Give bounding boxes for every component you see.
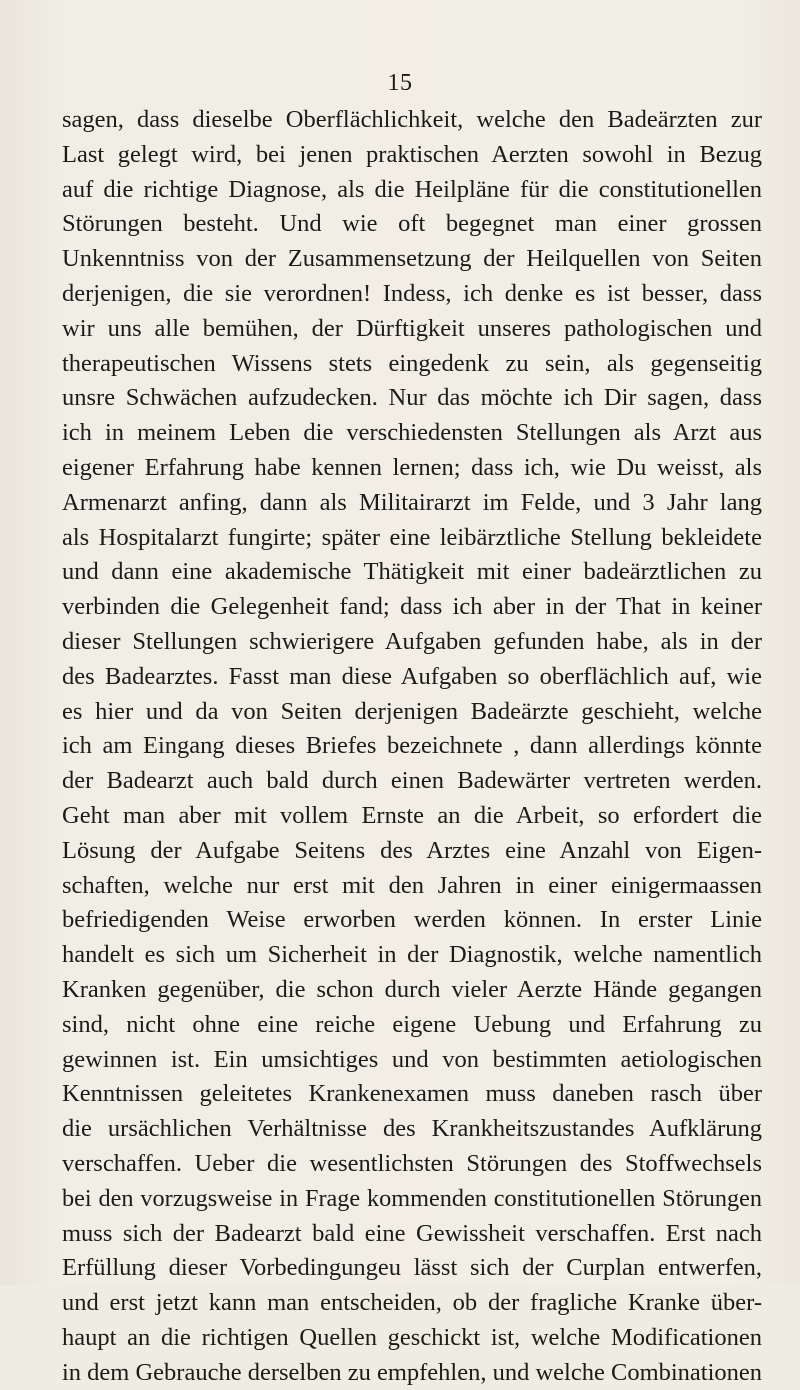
body-text [62,103,762,1390]
text-line: auf die richtige Diagnose, als die Heilpläne für die constitutionellen [62,175,762,203]
text-line: Erfüllung dieser Vorbedingungeu lässt sich der Curplan entwerfen, [62,1254,762,1282]
text-line: und dann eine akademische Thätigkeit mit einer badeärztlichen zu [62,558,762,586]
text-line: des Badearztes. Fasst man diese Aufgaben so oberflächlich auf, wie [62,662,762,690]
text-line: haupt an die richtigen Quellen geschickt ist, welche Modificationen [62,1323,762,1351]
text-line: Unkenntniss von der Zusammensetzung der Heilquellen von Seiten [62,245,762,273]
text-line: Störungen besteht. Und wie oft begegnet man einer grossen [62,210,762,238]
text-line: schaften, welche nur erst mit den Jahren in einer einigermaassen [62,871,762,899]
text-line: Lösung der Aufgabe Seitens des Arztes eine Anzahl von Eigen- [62,836,762,864]
text-line: therapeutischen Wissens stets eingedenk zu sein, als gegenseitig [62,349,762,377]
text-line: unsre Schwächen aufzudecken. Nur das möchte ich Dir sagen, dass [62,384,762,412]
text-line: eigener Erfahrung habe kennen lernen; dass ich, wie Du weisst, als [62,453,762,481]
text-line: derjenigen, die sie verordnen! Indess, ich denke es ist besser, dass [62,279,762,307]
text-line: ich am Eingang dieses Briefes bezeichnete , dann allerdings könnte [62,732,762,760]
text-line: Geht man aber mit vollem Ernste an die Arbeit, so erfordert die [62,801,762,829]
text-line: der Badearzt auch bald durch einen Badewärter vertreten werden. [62,767,762,795]
text-line: als Hospitalarzt fungirte; später eine leibärztliche Stellung bekleidete [62,523,762,551]
text-line: verbinden die Gelegenheit fand; dass ich aber in der That in keiner [62,593,762,621]
text-line: bei den vorzugsweise in Frage kommenden constitutionellen Störungen [62,1184,762,1212]
text-line: die ursächlichen Verhältnisse des Krankheitszustandes Aufklärung [62,1115,762,1143]
text-line: und erst jetzt kann man entscheiden, ob der fragliche Kranke über- [62,1289,762,1317]
text-line: ich in meinem Leben die verschiedensten Stellungen als Arzt aus [62,419,762,447]
text-line: handelt es sich um Sicherheit in der Diagnostik, welche namentlich [62,941,762,969]
text-line: verschaffen. Ueber die wesentlichsten Störungen des Stoffwechsels [62,1149,762,1177]
text-line: Armenarzt anfing, dann als Militairarzt im Felde, und 3 Jahr lang [62,488,762,516]
text-line: befriedigenden Weise erworben werden können. In erster Linie [62,906,762,934]
page-number: 15 [387,70,413,96]
text-line: Kranken gegenüber, die schon durch vieler Aerzte Hände gegangen [62,975,762,1003]
text-line: gewinnen ist. Ein umsichtiges und von bestimmten aetiologischen [62,1045,762,1073]
text-line: Last gelegt wird, bei jenen praktischen Aerzten sowohl in Bezug [62,140,762,168]
text-line: dieser Stellungen schwierigere Aufgaben gefunden habe, als in der [62,627,762,655]
text-line: sind, nicht ohne eine reiche eigene Uebung und Erfahrung zu [62,1010,762,1038]
text-line: Kenntnissen geleitetes Krankenexamen muss daneben rasch über [62,1080,762,1108]
text-line: in dem Gebrauche derselben zu empfehlen, und welche Combinationen [62,1358,763,1386]
text-line: sagen, dass dieselbe Oberflächlichkeit, welche den Badeärzten zur [62,106,762,133]
text-line: es hier und da von Seiten derjenigen Badeärzte geschieht, welche [62,697,762,725]
text-line: muss sich der Badearzt bald eine Gewissheit verschaffen. Erst nach [62,1219,762,1247]
text-line: wir uns alle bemühen, der Dürftigkeit unseres pathologischen und [62,314,762,342]
